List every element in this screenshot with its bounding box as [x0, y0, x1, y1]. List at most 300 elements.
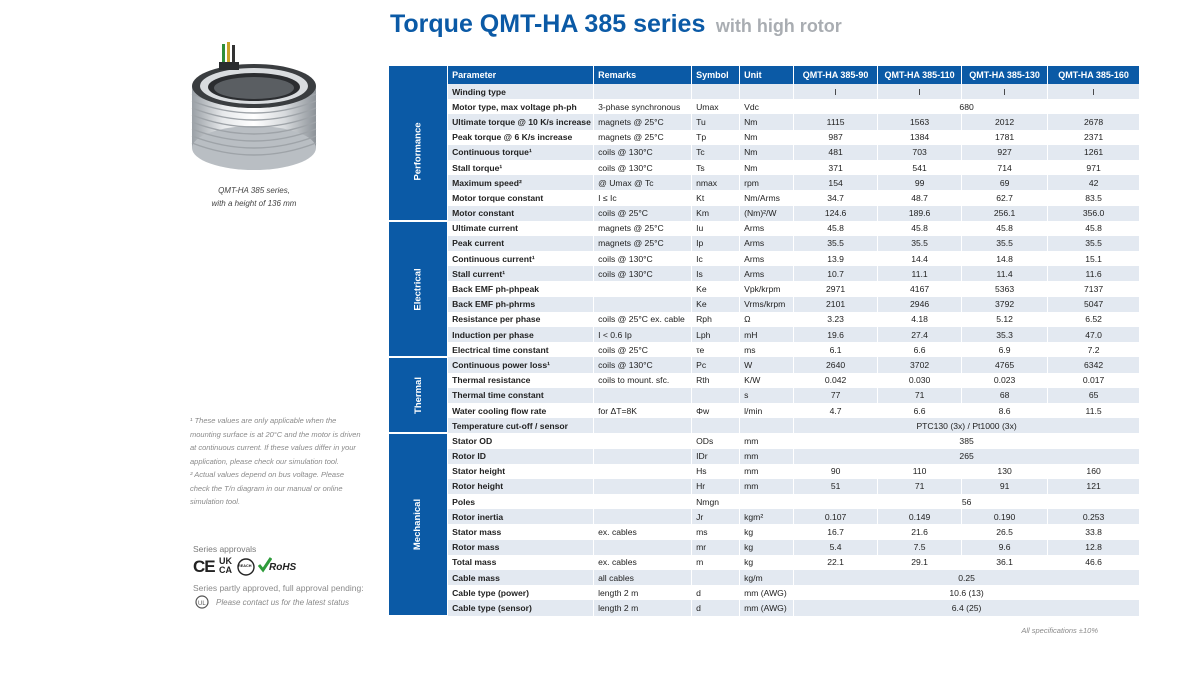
- table-row: [389, 130, 1140, 145]
- header-model-110: QMT-HA 385-110: [878, 66, 962, 84]
- value-cell: 11.1: [878, 266, 962, 281]
- value-cell-span: 6.4 (25): [794, 600, 1140, 615]
- remarks-cell: ex. cables: [594, 524, 692, 539]
- table-row: [389, 281, 1140, 296]
- parameter-cell: Stator mass: [448, 524, 594, 539]
- symbol-cell: τe: [692, 342, 740, 357]
- value-cell: 1781: [962, 130, 1048, 145]
- remarks-cell: ex. cables: [594, 555, 692, 570]
- remarks-cell: [594, 479, 692, 494]
- parameter-cell: Stall torque¹: [448, 160, 594, 175]
- remarks-cell: length 2 m: [594, 600, 692, 615]
- value-cell: 3.23: [794, 312, 878, 327]
- value-cell: 189.6: [878, 206, 962, 221]
- value-cell-span: 0.25: [794, 570, 1140, 585]
- remarks-cell: coils @ 130°C: [594, 357, 692, 372]
- value-cell-span: 56: [794, 494, 1140, 509]
- remarks-cell: magnets @ 25°C: [594, 221, 692, 236]
- table-row: [389, 312, 1140, 327]
- remarks-cell: coils to mount. sfc.: [594, 373, 692, 388]
- value-cell: 19.6: [794, 327, 878, 342]
- remarks-cell: coils @ 25°C: [594, 342, 692, 357]
- value-cell: 0.253: [1048, 509, 1140, 524]
- spec-table: [389, 66, 1140, 617]
- motor-product-image: [186, 38, 322, 178]
- remarks-cell: [594, 388, 692, 403]
- reach-mark-icon: REACH: [237, 558, 255, 581]
- parameter-cell: Ultimate current: [448, 221, 594, 236]
- value-cell: 45.8: [1048, 221, 1140, 236]
- remarks-cell: 3-phase synchronous: [594, 99, 692, 114]
- symbol-cell: Iu: [692, 221, 740, 236]
- note-line: ² Actual values depend on bus voltage. Please: [190, 470, 344, 479]
- value-cell: 3702: [878, 357, 962, 372]
- header-blank: [389, 66, 448, 84]
- parameter-cell: Electrical time constant: [448, 342, 594, 357]
- value-cell: 6.6: [878, 403, 962, 418]
- table-row: [389, 206, 1140, 221]
- value-cell: 42: [1048, 175, 1140, 190]
- value-cell: 47.0: [1048, 327, 1140, 342]
- table-row: [389, 114, 1140, 129]
- value-cell: 2012: [962, 114, 1048, 129]
- value-cell: 6.9: [962, 342, 1048, 357]
- parameter-cell: Motor type, max voltage ph-ph: [448, 99, 594, 114]
- table-row: [389, 221, 1140, 236]
- table-row: [389, 327, 1140, 342]
- value-cell: 46.6: [1048, 555, 1140, 570]
- value-cell: 16.7: [794, 524, 878, 539]
- remarks-cell: coils @ 130°C: [594, 145, 692, 160]
- caption-line-1: QMT-HA 385 series,: [218, 186, 290, 195]
- value-cell: 927: [962, 145, 1048, 160]
- parameter-cell: Motor constant: [448, 206, 594, 221]
- table-row: [389, 418, 1140, 433]
- value-cell: 35.3: [962, 327, 1048, 342]
- value-cell: 0.030: [878, 373, 962, 388]
- unit-cell: kg: [740, 540, 794, 555]
- value-cell: 0.190: [962, 509, 1048, 524]
- value-cell: 5047: [1048, 297, 1140, 312]
- value-cell: 65: [1048, 388, 1140, 403]
- symbol-cell: Jr: [692, 509, 740, 524]
- svg-text:UL: UL: [198, 601, 206, 607]
- specifications-tolerance: All specifications ±10%: [1021, 626, 1098, 635]
- table-row: [389, 464, 1140, 479]
- symbol-cell: Kt: [692, 190, 740, 205]
- ul-mark-icon: [193, 594, 213, 614]
- value-cell-span: 10.6 (13): [794, 585, 1140, 600]
- remarks-cell: coils @ 130°C: [594, 266, 692, 281]
- remarks-cell: [594, 494, 692, 509]
- unit-cell: mm: [740, 449, 794, 464]
- value-cell: 5.12: [962, 312, 1048, 327]
- note-line: ¹ These values are only applicable when the: [190, 416, 337, 425]
- parameter-cell: Poles: [448, 494, 594, 509]
- symbol-cell: d: [692, 600, 740, 615]
- value-cell: I: [1048, 84, 1140, 99]
- parameter-cell: Induction per phase: [448, 327, 594, 342]
- table-row: [389, 403, 1140, 418]
- unit-cell: Nm: [740, 130, 794, 145]
- symbol-cell: nmax: [692, 175, 740, 190]
- unit-cell: [740, 418, 794, 433]
- table-row: [389, 494, 1140, 509]
- table-header-row: [389, 66, 1140, 84]
- symbol-cell: Hs: [692, 464, 740, 479]
- value-cell: 1115: [794, 114, 878, 129]
- remarks-cell: [594, 464, 692, 479]
- value-cell: 4.7: [794, 403, 878, 418]
- unit-cell: Nm: [740, 145, 794, 160]
- table-row: [389, 190, 1140, 205]
- unit-cell: mm (AWG): [740, 600, 794, 615]
- value-cell: 256.1: [962, 206, 1048, 221]
- value-cell: 11.4: [962, 266, 1048, 281]
- title-sub: with high rotor: [715, 16, 842, 36]
- symbol-cell: [692, 84, 740, 99]
- value-cell: 69: [962, 175, 1048, 190]
- value-cell: 14.8: [962, 251, 1048, 266]
- value-cell: I: [794, 84, 878, 99]
- remarks-cell: [594, 418, 692, 433]
- unit-cell: Nm/Arms: [740, 190, 794, 205]
- value-cell: 4.18: [878, 312, 962, 327]
- table-row: [389, 99, 1140, 114]
- unit-cell: kg: [740, 555, 794, 570]
- header-model-130: QMT-HA 385-130: [962, 66, 1048, 84]
- section-label-electrical: [389, 221, 448, 358]
- value-cell: 6342: [1048, 357, 1140, 372]
- value-cell: 45.8: [878, 221, 962, 236]
- value-cell: 11.5: [1048, 403, 1140, 418]
- symbol-cell: [692, 570, 740, 585]
- remarks-cell: @ Umax @ Tc: [594, 175, 692, 190]
- symbol-cell: Umax: [692, 99, 740, 114]
- symbol-cell: Is: [692, 266, 740, 281]
- parameter-cell: Maximum speed²: [448, 175, 594, 190]
- unit-cell: l/min: [740, 403, 794, 418]
- parameter-cell: Stator height: [448, 464, 594, 479]
- value-cell: 7137: [1048, 281, 1140, 296]
- value-cell: 2946: [878, 297, 962, 312]
- value-cell: 987: [794, 130, 878, 145]
- parameter-cell: Total mass: [448, 555, 594, 570]
- value-cell-span: 680: [794, 99, 1140, 114]
- value-cell: 1384: [878, 130, 962, 145]
- value-cell: 5363: [962, 281, 1048, 296]
- unit-cell: Vpk/krpm: [740, 281, 794, 296]
- table-row: [389, 600, 1140, 615]
- header-remarks: Remarks: [594, 66, 692, 84]
- symbol-cell: Rph: [692, 312, 740, 327]
- header-unit: Unit: [740, 66, 794, 84]
- unit-cell: Nm: [740, 114, 794, 129]
- header-model-160: QMT-HA 385-160: [1048, 66, 1140, 84]
- table-row: [389, 388, 1140, 403]
- value-cell: 8.6: [962, 403, 1048, 418]
- value-cell-span: 265: [794, 449, 1140, 464]
- value-cell: 971: [1048, 160, 1140, 175]
- unit-cell: Arms: [740, 251, 794, 266]
- header-model-90: QMT-HA 385-90: [794, 66, 878, 84]
- value-cell: 2678: [1048, 114, 1140, 129]
- remarks-cell: [594, 84, 692, 99]
- value-cell: 356.0: [1048, 206, 1140, 221]
- spec-table-wrap: [389, 66, 1140, 617]
- value-cell: 6.6: [878, 342, 962, 357]
- page-title: [390, 10, 842, 39]
- parameter-cell: Cable type (sensor): [448, 600, 594, 615]
- section-label-performance: [389, 84, 448, 221]
- symbol-cell: ms: [692, 524, 740, 539]
- parameter-cell: Continuous power loss¹: [448, 357, 594, 372]
- value-cell: 1563: [878, 114, 962, 129]
- value-cell: 12.8: [1048, 540, 1140, 555]
- parameter-cell: Back EMF ph-phrms: [448, 297, 594, 312]
- unit-cell: mm (AWG): [740, 585, 794, 600]
- product-caption: [170, 184, 338, 210]
- value-cell: 4765: [962, 357, 1048, 372]
- table-row: [389, 509, 1140, 524]
- table-row: [389, 433, 1140, 448]
- parameter-cell: Ultimate torque @ 10 K/s increase: [448, 114, 594, 129]
- unit-cell: K/W: [740, 373, 794, 388]
- table-row: [389, 524, 1140, 539]
- value-cell: 541: [878, 160, 962, 175]
- value-cell: 15.1: [1048, 251, 1140, 266]
- table-row: [389, 570, 1140, 585]
- section-label-thermal: [389, 357, 448, 433]
- remarks-cell: I ≤ Ic: [594, 190, 692, 205]
- remarks-cell: for ΔT=8K: [594, 403, 692, 418]
- parameter-cell: Continuous current¹: [448, 251, 594, 266]
- unit-cell: mm: [740, 433, 794, 448]
- parameter-cell: Continuous torque¹: [448, 145, 594, 160]
- remarks-cell: coils @ 25°C: [594, 206, 692, 221]
- value-cell: 4167: [878, 281, 962, 296]
- value-cell: 130: [962, 464, 1048, 479]
- title-main: Torque QMT-HA 385 series: [390, 10, 706, 38]
- symbol-cell: m: [692, 555, 740, 570]
- unit-cell: W: [740, 357, 794, 372]
- value-cell: 6.1: [794, 342, 878, 357]
- unit-cell: Vrms/krpm: [740, 297, 794, 312]
- table-row: [389, 160, 1140, 175]
- unit-cell: (Nm)²/W: [740, 206, 794, 221]
- footnotes: [190, 414, 380, 509]
- symbol-cell: Tc: [692, 145, 740, 160]
- value-cell: 0.023: [962, 373, 1048, 388]
- partly-approved-text: Series partly approved, full approval pending:: [193, 583, 364, 593]
- value-cell: 3792: [962, 297, 1048, 312]
- value-cell: 35.5: [794, 236, 878, 251]
- value-cell: 45.8: [962, 221, 1048, 236]
- value-cell: 77: [794, 388, 878, 403]
- remarks-cell: [594, 509, 692, 524]
- section-name: Mechanical: [412, 498, 424, 551]
- parameter-cell: Winding type: [448, 84, 594, 99]
- value-cell: 36.1: [962, 555, 1048, 570]
- parameter-cell: Motor torque constant: [448, 190, 594, 205]
- value-cell: 62.7: [962, 190, 1048, 205]
- table-row: [389, 357, 1140, 372]
- remarks-cell: [594, 433, 692, 448]
- value-cell: I: [962, 84, 1048, 99]
- value-cell: 0.042: [794, 373, 878, 388]
- remarks-cell: coils @ 25°C ex. cable: [594, 312, 692, 327]
- value-cell: 714: [962, 160, 1048, 175]
- symbol-cell: Tu: [692, 114, 740, 129]
- value-cell: 68: [962, 388, 1048, 403]
- table-row: [389, 175, 1140, 190]
- value-cell: 160: [1048, 464, 1140, 479]
- symbol-cell: Rth: [692, 373, 740, 388]
- value-cell: 7.5: [878, 540, 962, 555]
- remarks-cell: [594, 449, 692, 464]
- ukca-mark-icon: UK CA: [219, 556, 232, 575]
- value-cell: 48.7: [878, 190, 962, 205]
- remarks-cell: length 2 m: [594, 585, 692, 600]
- caption-line-2: with a height of 136 mm: [211, 199, 297, 208]
- remarks-cell: coils @ 130°C: [594, 160, 692, 175]
- symbol-cell: Ts: [692, 160, 740, 175]
- value-cell: 35.5: [878, 236, 962, 251]
- table-row: [389, 555, 1140, 570]
- value-cell: 91: [962, 479, 1048, 494]
- value-cell: 10.7: [794, 266, 878, 281]
- value-cell: 71: [878, 388, 962, 403]
- symbol-cell: Hr: [692, 479, 740, 494]
- symbol-cell: d: [692, 585, 740, 600]
- note-line: mounting surface is at 20°C and the motor is driven: [190, 429, 361, 439]
- value-cell: 9.6: [962, 540, 1048, 555]
- value-cell: 14.4: [878, 251, 962, 266]
- ce-mark-icon: CE: [193, 557, 215, 576]
- section-name: Performance: [412, 122, 424, 181]
- value-cell: 21.6: [878, 524, 962, 539]
- value-cell: 124.6: [794, 206, 878, 221]
- note-line: check the T/n diagram in our manual or online: [190, 483, 343, 493]
- value-cell: 154: [794, 175, 878, 190]
- section-label-mechanical: [389, 433, 448, 615]
- remarks-cell: all cables: [594, 570, 692, 585]
- parameter-cell: Water cooling flow rate: [448, 403, 594, 418]
- value-cell: 2971: [794, 281, 878, 296]
- table-row: [389, 373, 1140, 388]
- parameter-cell: Peak torque @ 6 K/s increase: [448, 130, 594, 145]
- symbol-cell: Km: [692, 206, 740, 221]
- note-line: application, please check our simulation tool.: [190, 456, 339, 466]
- value-cell: 22.1: [794, 555, 878, 570]
- symbol-cell: Ke: [692, 281, 740, 296]
- unit-cell: mH: [740, 327, 794, 342]
- parameter-cell: Cable type (power): [448, 585, 594, 600]
- value-cell: 83.5: [1048, 190, 1140, 205]
- value-cell: 2640: [794, 357, 878, 372]
- symbol-cell: Lph: [692, 327, 740, 342]
- symbol-cell: Ip: [692, 236, 740, 251]
- symbol-cell: IDr: [692, 449, 740, 464]
- unit-cell: kg: [740, 524, 794, 539]
- remarks-cell: [594, 540, 692, 555]
- symbol-cell: Ke: [692, 297, 740, 312]
- table-row: [389, 266, 1140, 281]
- remarks-cell: magnets @ 25°C: [594, 236, 692, 251]
- value-cell: 99: [878, 175, 962, 190]
- parameter-cell: Stator OD: [448, 433, 594, 448]
- unit-cell: rpm: [740, 175, 794, 190]
- unit-cell: Nm: [740, 160, 794, 175]
- unit-cell: Arms: [740, 236, 794, 251]
- value-cell: 2371: [1048, 130, 1140, 145]
- parameter-cell: Stall current¹: [448, 266, 594, 281]
- value-cell: 35.5: [1048, 236, 1140, 251]
- parameter-cell: Rotor mass: [448, 540, 594, 555]
- table-row: [389, 84, 1140, 99]
- value-cell: 371: [794, 160, 878, 175]
- value-cell: 27.4: [878, 327, 962, 342]
- symbol-cell: Ic: [692, 251, 740, 266]
- value-cell: 2101: [794, 297, 878, 312]
- value-cell: 121: [1048, 479, 1140, 494]
- symbol-cell: Nmgn: [692, 494, 740, 509]
- value-cell: 33.8: [1048, 524, 1140, 539]
- value-cell: 7.2: [1048, 342, 1140, 357]
- symbol-cell: mr: [692, 540, 740, 555]
- remarks-cell: [594, 281, 692, 296]
- table-row: [389, 585, 1140, 600]
- parameter-cell: Peak current: [448, 236, 594, 251]
- value-cell: I: [878, 84, 962, 99]
- value-cell: 51: [794, 479, 878, 494]
- value-cell: 26.5: [962, 524, 1048, 539]
- value-cell: 71: [878, 479, 962, 494]
- section-name: Thermal: [412, 376, 424, 414]
- parameter-cell: Resistance per phase: [448, 312, 594, 327]
- parameter-cell: Rotor height: [448, 479, 594, 494]
- value-cell: 11.6: [1048, 266, 1140, 281]
- note-line: at continuous current. If these values differ in your: [190, 443, 356, 452]
- table-row: [389, 540, 1140, 555]
- table-row: [389, 342, 1140, 357]
- unit-cell: kgm²: [740, 509, 794, 524]
- value-cell: 6.52: [1048, 312, 1140, 327]
- unit-cell: Arms: [740, 221, 794, 236]
- value-cell: 29.1: [878, 555, 962, 570]
- symbol-cell: Tp: [692, 130, 740, 145]
- unit-cell: [740, 84, 794, 99]
- header-parameter: Parameter: [448, 66, 594, 84]
- symbol-cell: [692, 418, 740, 433]
- value-cell: 45.8: [794, 221, 878, 236]
- symbol-cell: Φw: [692, 403, 740, 418]
- header-symbol: Symbol: [692, 66, 740, 84]
- parameter-cell: Rotor ID: [448, 449, 594, 464]
- unit-cell: s: [740, 388, 794, 403]
- unit-cell: Vdc: [740, 99, 794, 114]
- unit-cell: Arms: [740, 266, 794, 281]
- remarks-cell: I < 0.6 Ip: [594, 327, 692, 342]
- spec-table-body: [389, 84, 1140, 616]
- table-row: [389, 251, 1140, 266]
- note-line: simulation tool.: [190, 497, 241, 506]
- value-cell-span: PTC130 (3x) / Pt1000 (3x): [794, 418, 1140, 433]
- symbol-cell: [692, 388, 740, 403]
- value-cell: 34.7: [794, 190, 878, 205]
- value-cell: 13.9: [794, 251, 878, 266]
- parameter-cell: Cable mass: [448, 570, 594, 585]
